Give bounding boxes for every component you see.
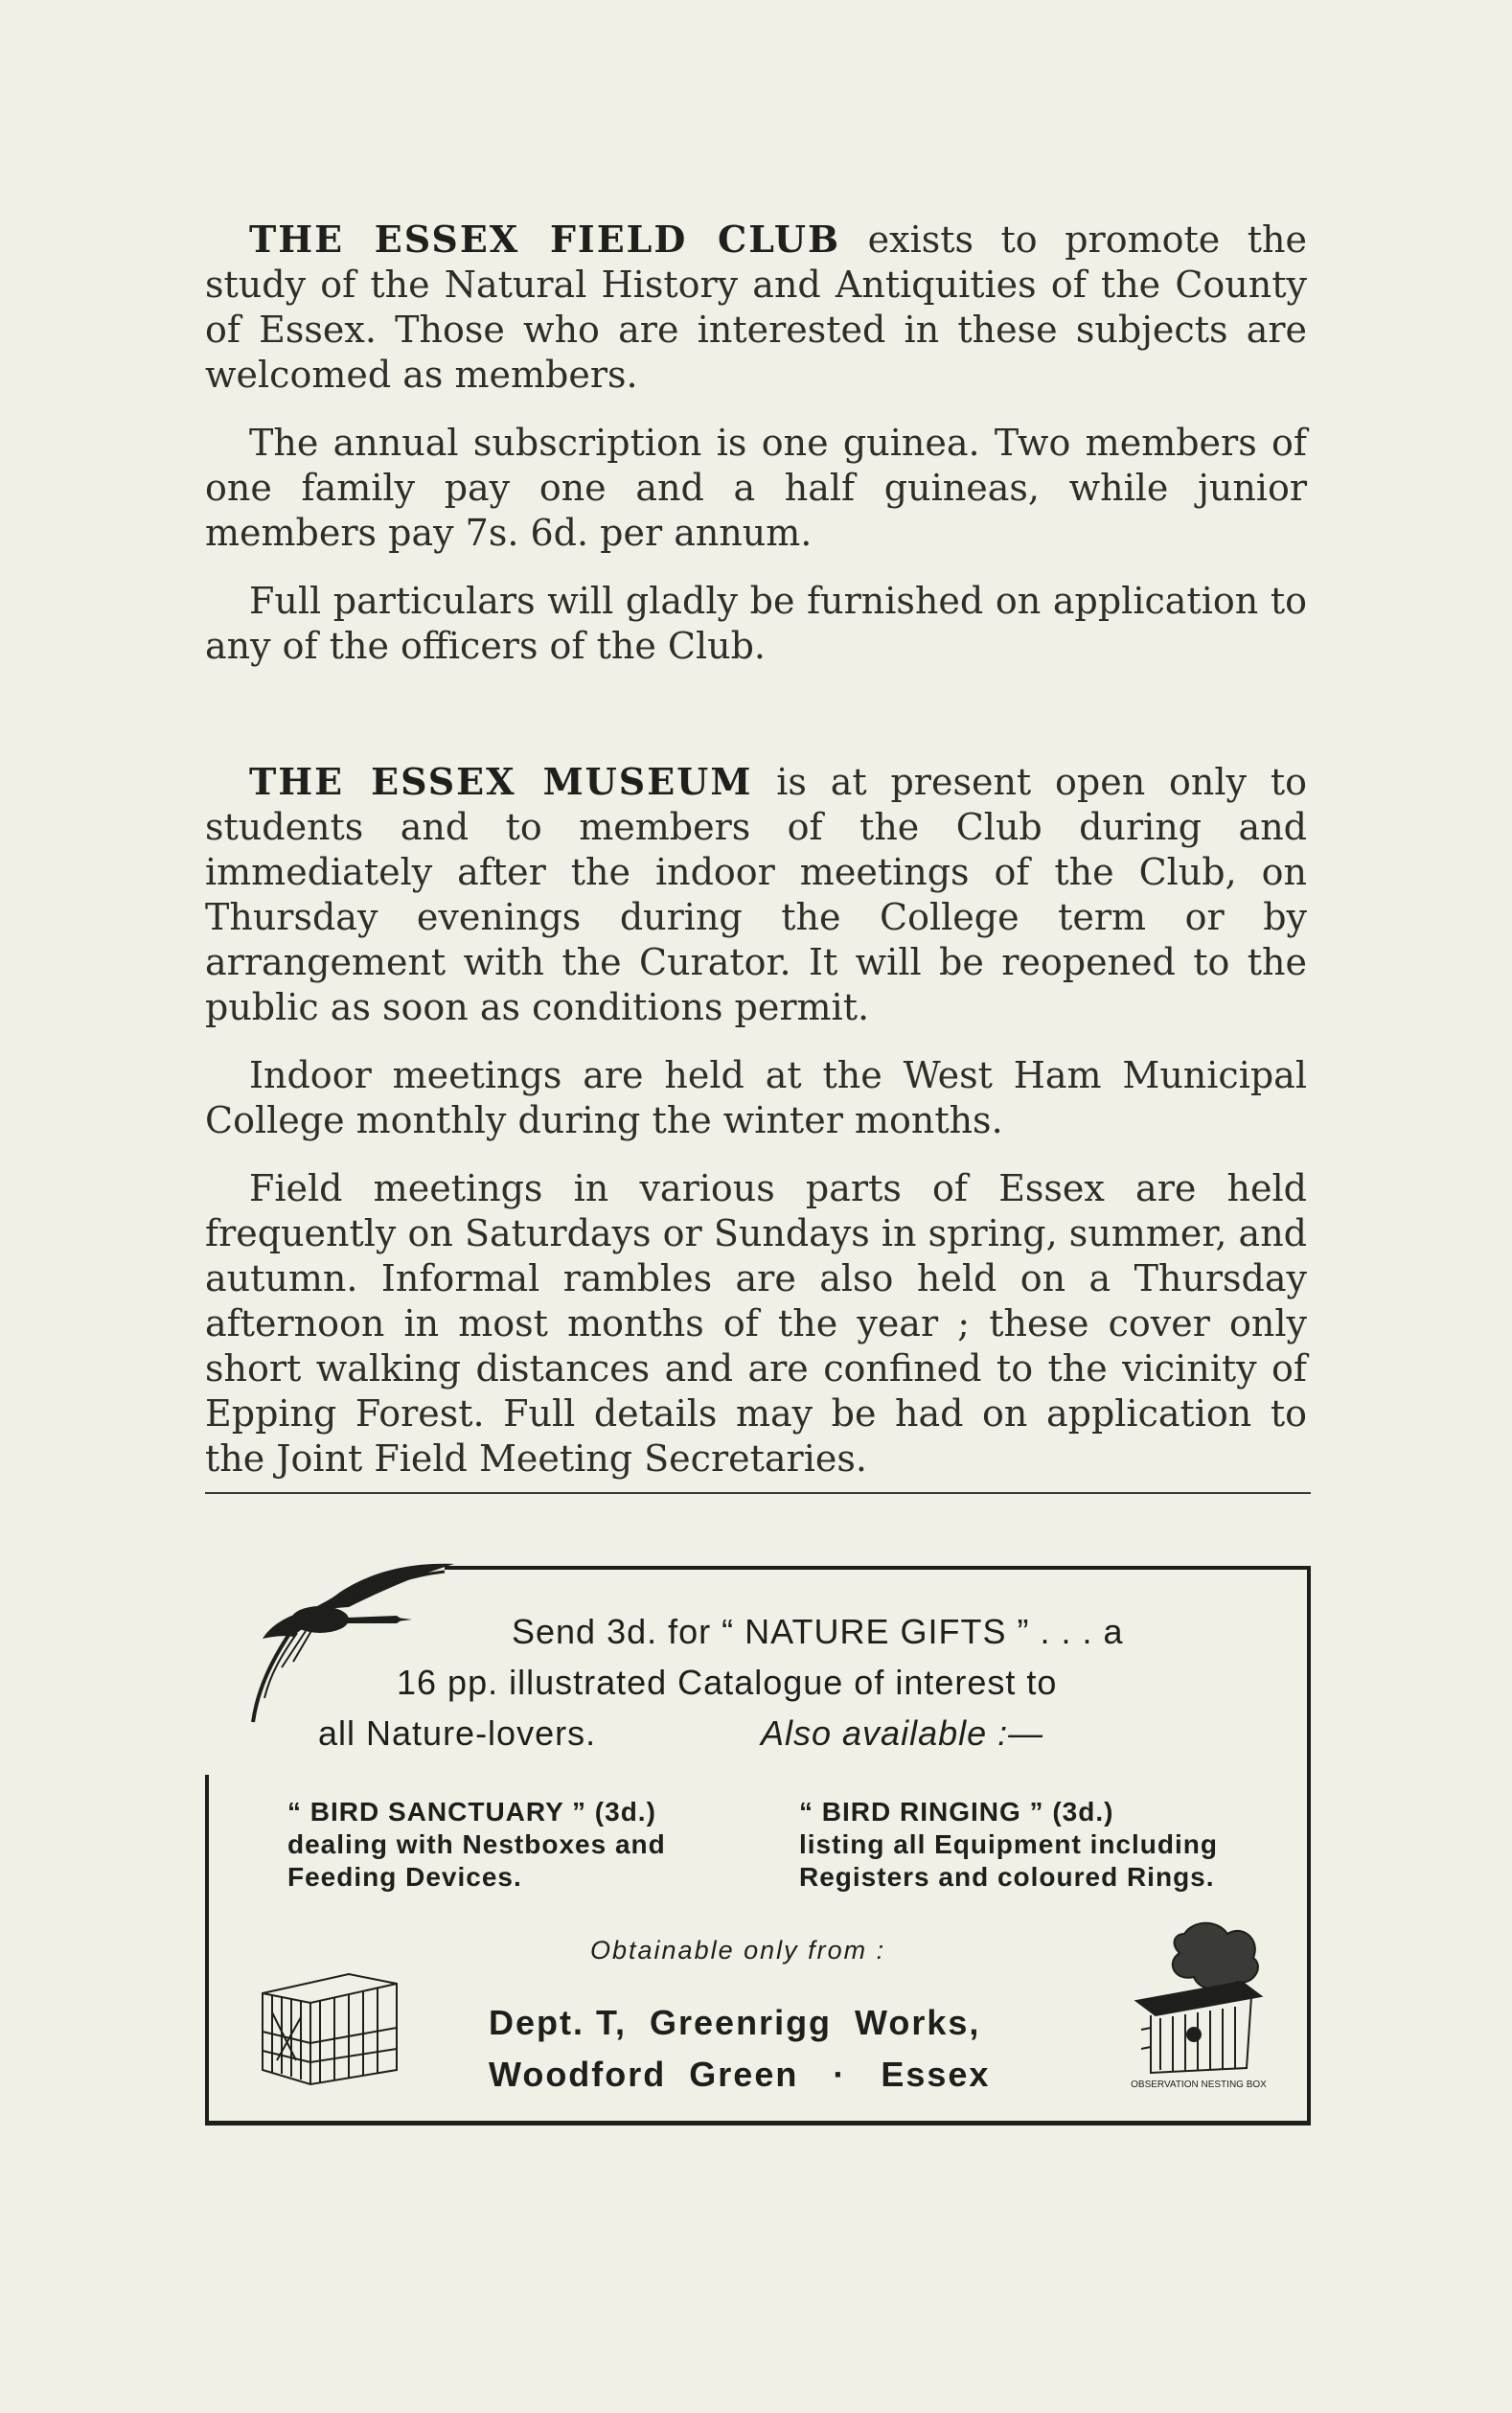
advert-line-3: all Nature-lovers. xyxy=(318,1713,597,1753)
supplier-address xyxy=(489,1997,990,2101)
bird-ringing-desc-2: Registers and coloured Rings. xyxy=(799,1862,1215,1892)
nature-gifts-advert xyxy=(205,1554,1311,2129)
section-divider xyxy=(205,1492,1311,1494)
museum-paragraph-1-text: is at present open only to students and to members of the Club during and immediately after the indoor meetings of the Club, on Thursday evenings during the College term or by arrangement with the Curator. It will be reopened to the public as soon as conditions permit. xyxy=(205,761,1307,1028)
nesting-box-icon xyxy=(1127,1915,1271,2097)
club-heading: THE ESSEX FIELD CLUB xyxy=(249,218,841,261)
museum-paragraph-1 xyxy=(205,759,1307,1030)
bird-ringing-offer xyxy=(799,1796,1259,1894)
address-line-1: Dept. T, Greenrigg Works, xyxy=(489,2003,981,2042)
essex-museum-section xyxy=(205,759,1307,1505)
bird-cage-icon xyxy=(253,1955,406,2089)
nestbox-caption: OBSERVATION NESTING BOX xyxy=(1131,2080,1267,2090)
club-paragraph-1 xyxy=(205,217,1307,398)
club-paragraph-3: Full particulars will gladly be furnished on application to any of the officers of the Club. xyxy=(205,580,1307,667)
advert-line-1: Send 3d. for “ NATURE GIFTS ” . . . a xyxy=(512,1612,1124,1651)
bird-ringing-desc-1: listing all Equipment including xyxy=(799,1829,1218,1859)
advert-also-available: Also available :— xyxy=(761,1713,1044,1753)
advert-border-right xyxy=(1307,1566,1311,2124)
bird-sanctuary-desc-2: Feeding Devices. xyxy=(287,1862,522,1892)
bird-sanctuary-offer xyxy=(287,1796,728,1894)
club-paragraph-1-text: exists to promote the study of the Natural History and Antiquities of the County of Essex. Those who are interested in these subjects are welcomed as members. xyxy=(205,218,1307,396)
obtainable-label: Obtainable only from : xyxy=(590,1936,886,1965)
advert-border-left xyxy=(205,1775,209,2126)
museum-paragraph-2: Indoor meetings are held at the West Ham Municipal College monthly during the winter months. xyxy=(205,1054,1307,1141)
essex-field-club-section xyxy=(205,217,1307,692)
address-line-2: Woodford Green · Essex xyxy=(489,2055,991,2094)
advert-border-bottom xyxy=(205,2121,1311,2126)
bird-ringing-title: “ BIRD RINGING ” (3d.) xyxy=(799,1797,1114,1827)
bird-sanctuary-title: “ BIRD SANCTUARY ” (3d.) xyxy=(287,1797,656,1827)
advert-line-2: 16 pp. illustrated Catalogue of interest to xyxy=(397,1663,1058,1702)
advert-border-top xyxy=(445,1566,1311,1570)
museum-paragraph-3: Field meetings in various parts of Essex are held frequently on Saturdays or Sundays in spring, summer, and autumn. Informal rambles are also held on a Thursday afternoon in most months of the year ; these cover only short walking distances and are confined to the vicinity of Epping Forest. Full details may be had on application to the Joint Field Meeting Secretaries. xyxy=(205,1167,1307,1480)
club-paragraph-2: The annual subscription is one guinea. Two members of one family pay one and a half guineas, while junior members pay 7s. 6d. per annum. xyxy=(205,422,1307,554)
museum-heading: THE ESSEX MUSEUM xyxy=(249,760,753,803)
bird-sanctuary-desc-1: dealing with Nestboxes and xyxy=(287,1829,666,1859)
